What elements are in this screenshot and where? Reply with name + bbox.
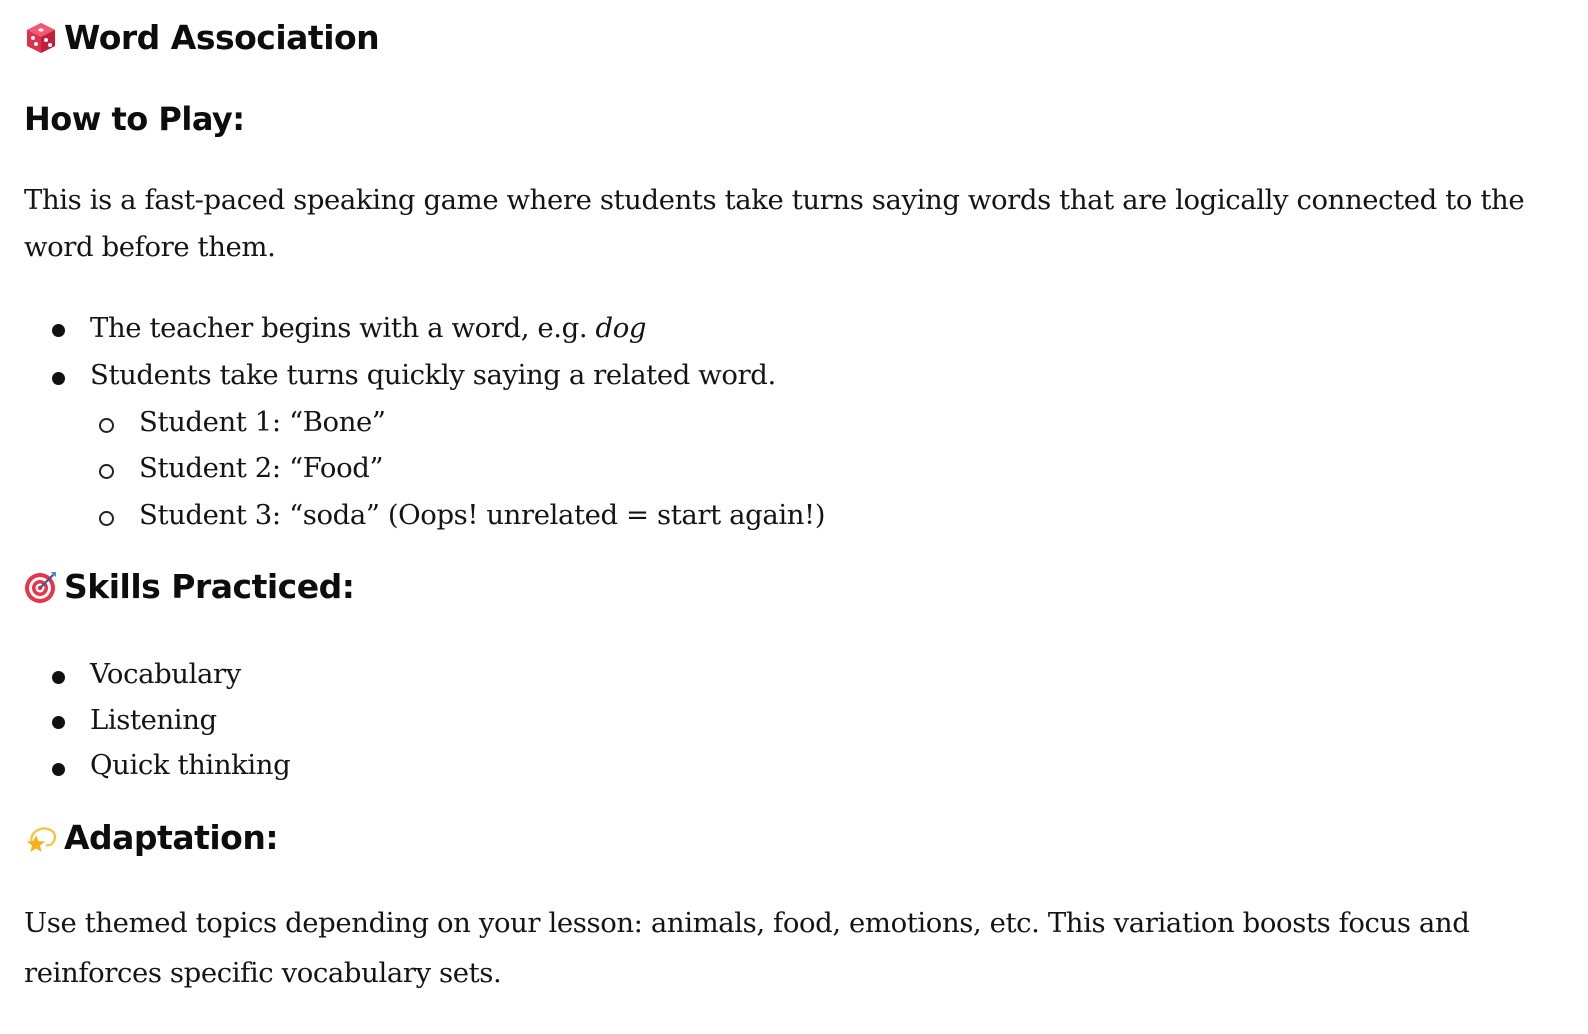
dizzy-star-icon [24, 821, 58, 855]
how-to-play-heading-text: How to Play: [24, 100, 245, 138]
bullet-dot [52, 716, 65, 729]
sub-bullet-circle [99, 464, 114, 479]
skill-item: Quick thinking [90, 749, 291, 781]
how-to-play-heading [24, 100, 245, 138]
list-item-text: Students take turns quickly saying a related word. [90, 359, 776, 391]
skills-heading [24, 567, 354, 606]
adaptation-heading-text: Adaptation: [64, 818, 279, 857]
list-item-italic: dog [595, 312, 647, 344]
bullet-dot [52, 763, 65, 776]
sub-bullet-circle [99, 418, 114, 433]
skill-item: Vocabulary [90, 658, 241, 690]
bullet-dot [52, 324, 65, 337]
game-die-icon [24, 21, 58, 55]
direct-hit-target-icon [24, 570, 58, 604]
bullet-dot [52, 372, 65, 385]
adaptation-text: Use themed topics depending on your lesson: animals, food, emotions, etc. This variation boosts focus and reinforces specific vocabulary sets. [24, 907, 1470, 989]
list-item-text: The teacher begins with a word, e.g. [90, 312, 596, 344]
how-to-play-intro: This is a fast-paced speaking game where students take turns saying words that are logically connected to the word before them. [24, 184, 1525, 263]
sub-list-item: Student 1: “Bone” [139, 406, 386, 438]
document-title [24, 18, 379, 57]
list-item [90, 352, 776, 399]
sub-list-item: Student 2: “Food” [139, 452, 384, 484]
skills-heading-text: Skills Practiced: [64, 567, 355, 606]
bullet-dot [52, 671, 65, 684]
sub-bullet-circle [99, 511, 114, 526]
title-text: Word Association [64, 18, 380, 57]
sub-list-item: Student 3: “soda” (Oops! unrelated = start again!) [139, 499, 826, 531]
skill-item: Listening [90, 704, 217, 736]
list-item [90, 305, 646, 352]
adaptation-heading [24, 818, 278, 857]
